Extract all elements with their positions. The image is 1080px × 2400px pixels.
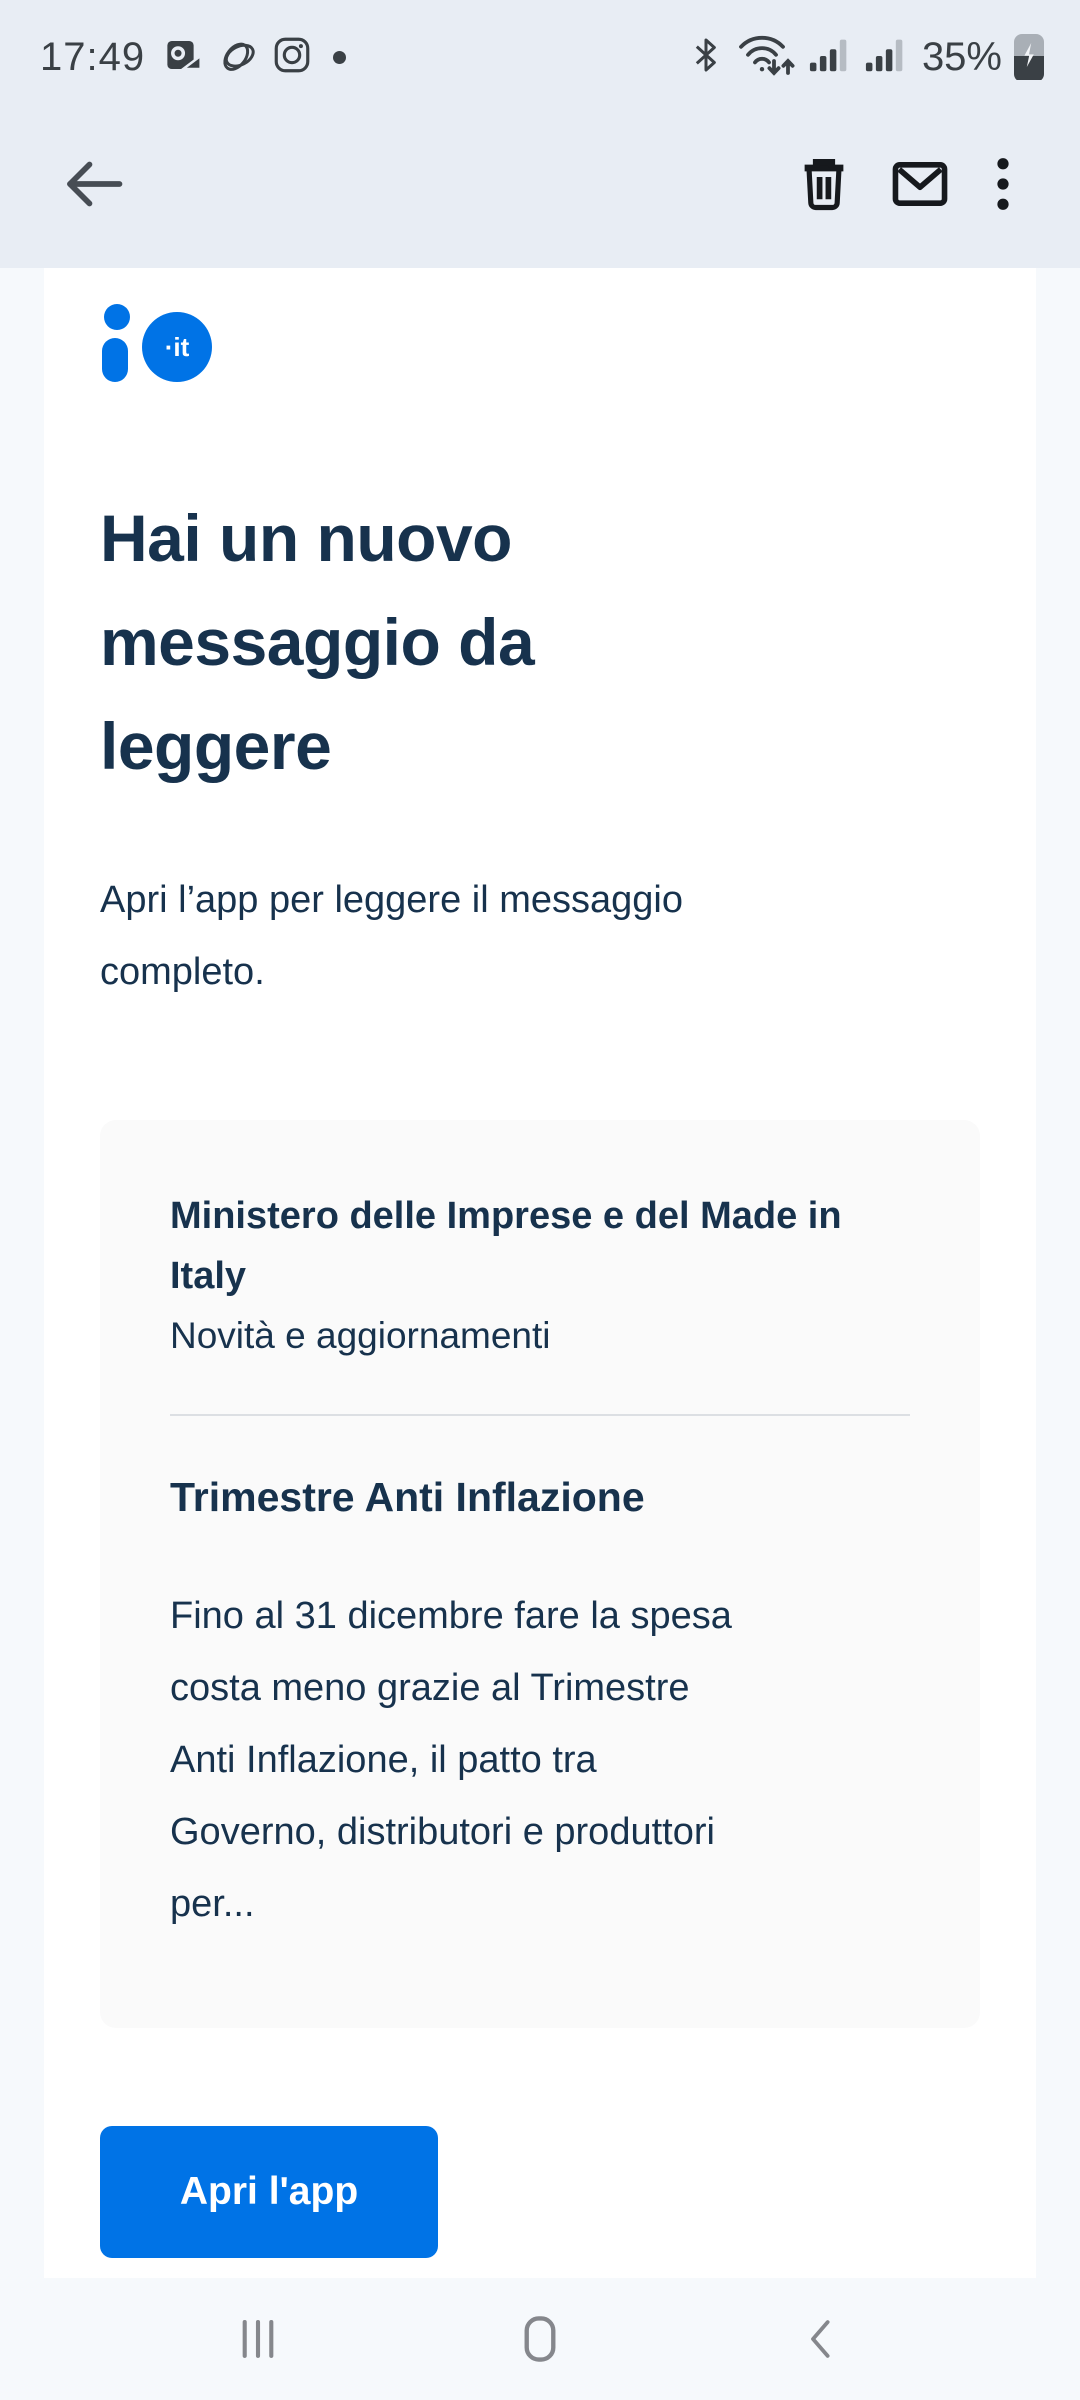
navigation-bar: [0, 2278, 1080, 2400]
mark-unread-button[interactable]: [872, 136, 968, 232]
nav-back-button[interactable]: [782, 2299, 862, 2379]
wifi-arrows-icon: [736, 32, 798, 83]
email-body: [44, 268, 1036, 2278]
overflow-menu-icon: [976, 152, 1030, 216]
recents-icon: [229, 2310, 287, 2368]
message-sender: Ministero delle Imprese e del Made in Italy: [170, 1195, 842, 1297]
bluetooth-icon: [686, 33, 726, 82]
home-button[interactable]: [500, 2299, 580, 2379]
message-preview-text: Fino al 31 dicembre fare la spesa costa meno grazie al Trimestre Anti Inflazione, il patto tra Governo, distributori e produttori per...: [170, 1595, 732, 1925]
envelope-icon: [888, 152, 952, 216]
signal-sim1-icon: [808, 32, 854, 83]
open-app-button[interactable]: Apri l'app: [100, 2126, 438, 2258]
more-notifications-dot: [333, 51, 346, 64]
card-divider: [170, 1414, 910, 1416]
home-icon: [511, 2310, 569, 2368]
status-bar-left: [40, 34, 346, 81]
instagram-notification-icon: [271, 34, 313, 81]
status-bar: [0, 0, 1080, 100]
app-bar: [0, 100, 1080, 268]
clock: 17:49: [40, 34, 146, 79]
message-preview-card: [100, 1120, 980, 2028]
trash-icon: [793, 153, 855, 215]
back-arrow-icon: [58, 148, 130, 220]
email-title: Hai un nuovo messaggio da leggere: [100, 501, 535, 783]
nav-back-icon: [795, 2312, 849, 2366]
io-logo-i: [100, 304, 130, 382]
delete-button[interactable]: [776, 136, 872, 232]
email-subtitle: Apri l’app per leggere il messaggio completo.: [100, 879, 683, 993]
message-subject: Trimestre Anti Inflazione: [170, 1474, 645, 1520]
email-viewport: [0, 268, 1080, 2278]
petals-notification-icon: [217, 34, 259, 81]
io-logo-it-badge: ·it: [142, 312, 212, 382]
recents-button[interactable]: [218, 2299, 298, 2379]
battery-charging-icon: [1012, 30, 1046, 85]
status-bar-right: [676, 30, 1046, 85]
message-category: Novità e aggiornamenti: [170, 1315, 551, 1356]
back-button[interactable]: [46, 136, 142, 232]
battery-percent: 35%: [921, 34, 1002, 79]
more-options-button[interactable]: [968, 136, 1038, 232]
signal-sim2-icon: [864, 32, 910, 83]
outlook-notification-icon: [163, 34, 205, 81]
io-app-logo: [100, 304, 980, 388]
